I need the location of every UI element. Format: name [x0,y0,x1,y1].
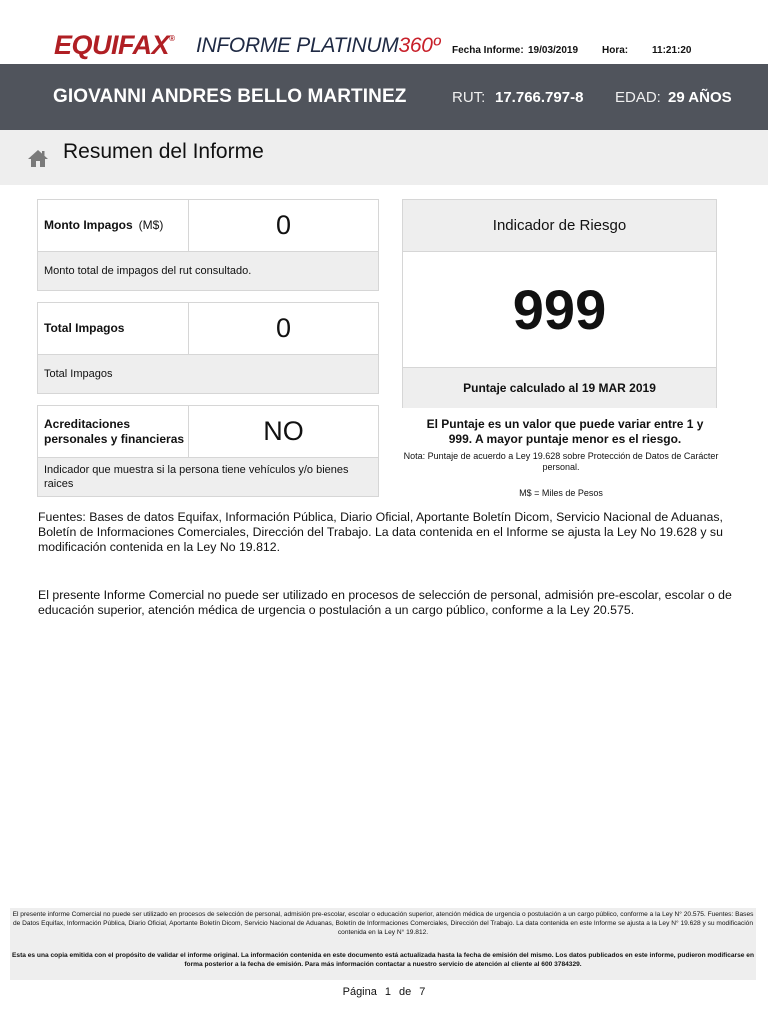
page-total: 7 [419,986,426,998]
fecha-label: Fecha Informe: [452,45,524,56]
equifax-logo: EQUIFAX® [54,30,175,60]
hora-value: 11:21:20 [652,45,692,56]
section-header [0,130,768,185]
person-name: GIOVANNI ANDRES BELLO MARTINEZ [53,86,407,107]
home-icon [27,149,49,168]
monto-impagos-value: 0 [275,210,292,240]
risk-indicator-panel [402,199,717,408]
monto-impagos-label: Monto Impagos [44,218,133,232]
fecha-value: 19/03/2019 [528,45,579,56]
risk-legal-note: Nota: Puntaje de acuerdo a Ley 19.628 sobre Protección de Datos de Carácter personal. [403,451,719,472]
total-impagos-box [37,302,379,394]
page-number: Página 1 de 7 [342,986,426,998]
footer-copy-notice: Esta es una copia emitida con el propósito de validar el informe original. La información contenida en este documento está actualizada hasta la fecha de emisión del mismo. Los datos publicados en este informe, pudieron modificarse en forma posterior a la fecha de emisión. Para más información contactar a nuestro servicio de atención al cliente al 600 3784329. [12,952,754,968]
monto-impagos-box [37,199,379,291]
risk-score: 999 [512,278,607,341]
risk-date: Puntaje calculado al 19 MAR 2019 [403,367,716,408]
acreditaciones-label: Acreditaciones personales y financieras [44,416,185,446]
person-bar [0,64,768,130]
registered-mark: ® [169,34,175,43]
product-title: INFORME PLATINUM360º [196,34,440,57]
currency-note: M$ = Miles de Pesos [519,488,603,498]
total-impagos-value: 0 [275,313,292,343]
edad-label: EDAD: [615,89,661,106]
hora-label: Hora: [602,45,629,56]
aviso-paragraph: El presente Informe Comercial no puede ser utilizado en procesos de selección de personal, admisión pre-escolar, escolar o de educación superior, atención médica de urgencia o postulación a un cargo público, conforme a la Ley 20.575. [38,588,732,617]
section-title: Resumen del Informe [63,140,264,163]
risk-title: Indicador de Riesgo [403,200,716,252]
fuentes-paragraph: Fuentes: Bases de datos Equifax, Información Pública, Diario Oficial, Aportante Boletín Dicom, Servicio Nacional de Aduanas, Boletín de Informaciones Comerciales, Dirección del Trabajo. La data contenida en el Informe se ajusta la Ley No 19.628 y su modificación contenida en la Ley No 19.812. [38,510,723,554]
monto-impagos-description: Monto total de impagos del rut consultado. [38,251,378,290]
page-current: 1 [384,986,391,998]
rut-label: RUT: [452,89,486,106]
risk-note: El Puntaje es un valor que puede variar entre 1 y 999. A mayor puntaje menor es el riesgo. [426,417,704,446]
acreditaciones-description: Indicador que muestra si la persona tiene vehículos y/o bienes raices [38,457,378,496]
footer-disclaimer [10,908,756,980]
total-impagos-description: Total Impagos [38,354,378,393]
monto-impagos-unit: (M$) [138,218,164,232]
edad-value: 29 AÑOS [668,89,732,106]
total-impagos-label: Total Impagos [44,321,125,335]
acreditaciones-value: NO [263,416,304,446]
acreditaciones-box [37,405,379,497]
rut-value: 17.766.797-8 [495,89,584,106]
footer-legal-text: El presente informe Comercial no puede ser utilizado en procesos de selección de personal, admisión pre-escolar, escolar o educación superior, atención médica de urgencia o postulación a un cargo público, conforme a la Ley N° 20.575. Fuentes: Bases de Datos Equifax, Información Pública, Diario Oficial, Aportante Boletín Dicom, Servicio Nacional de Aduanas, Boletín de Informaciones Comerciales, Dirección del Trabajo. La data contenida en este Informe se ajusta a la Ley N° 19.628 y su modificación contenida en la Ley N° 19.812. [12,911,754,936]
